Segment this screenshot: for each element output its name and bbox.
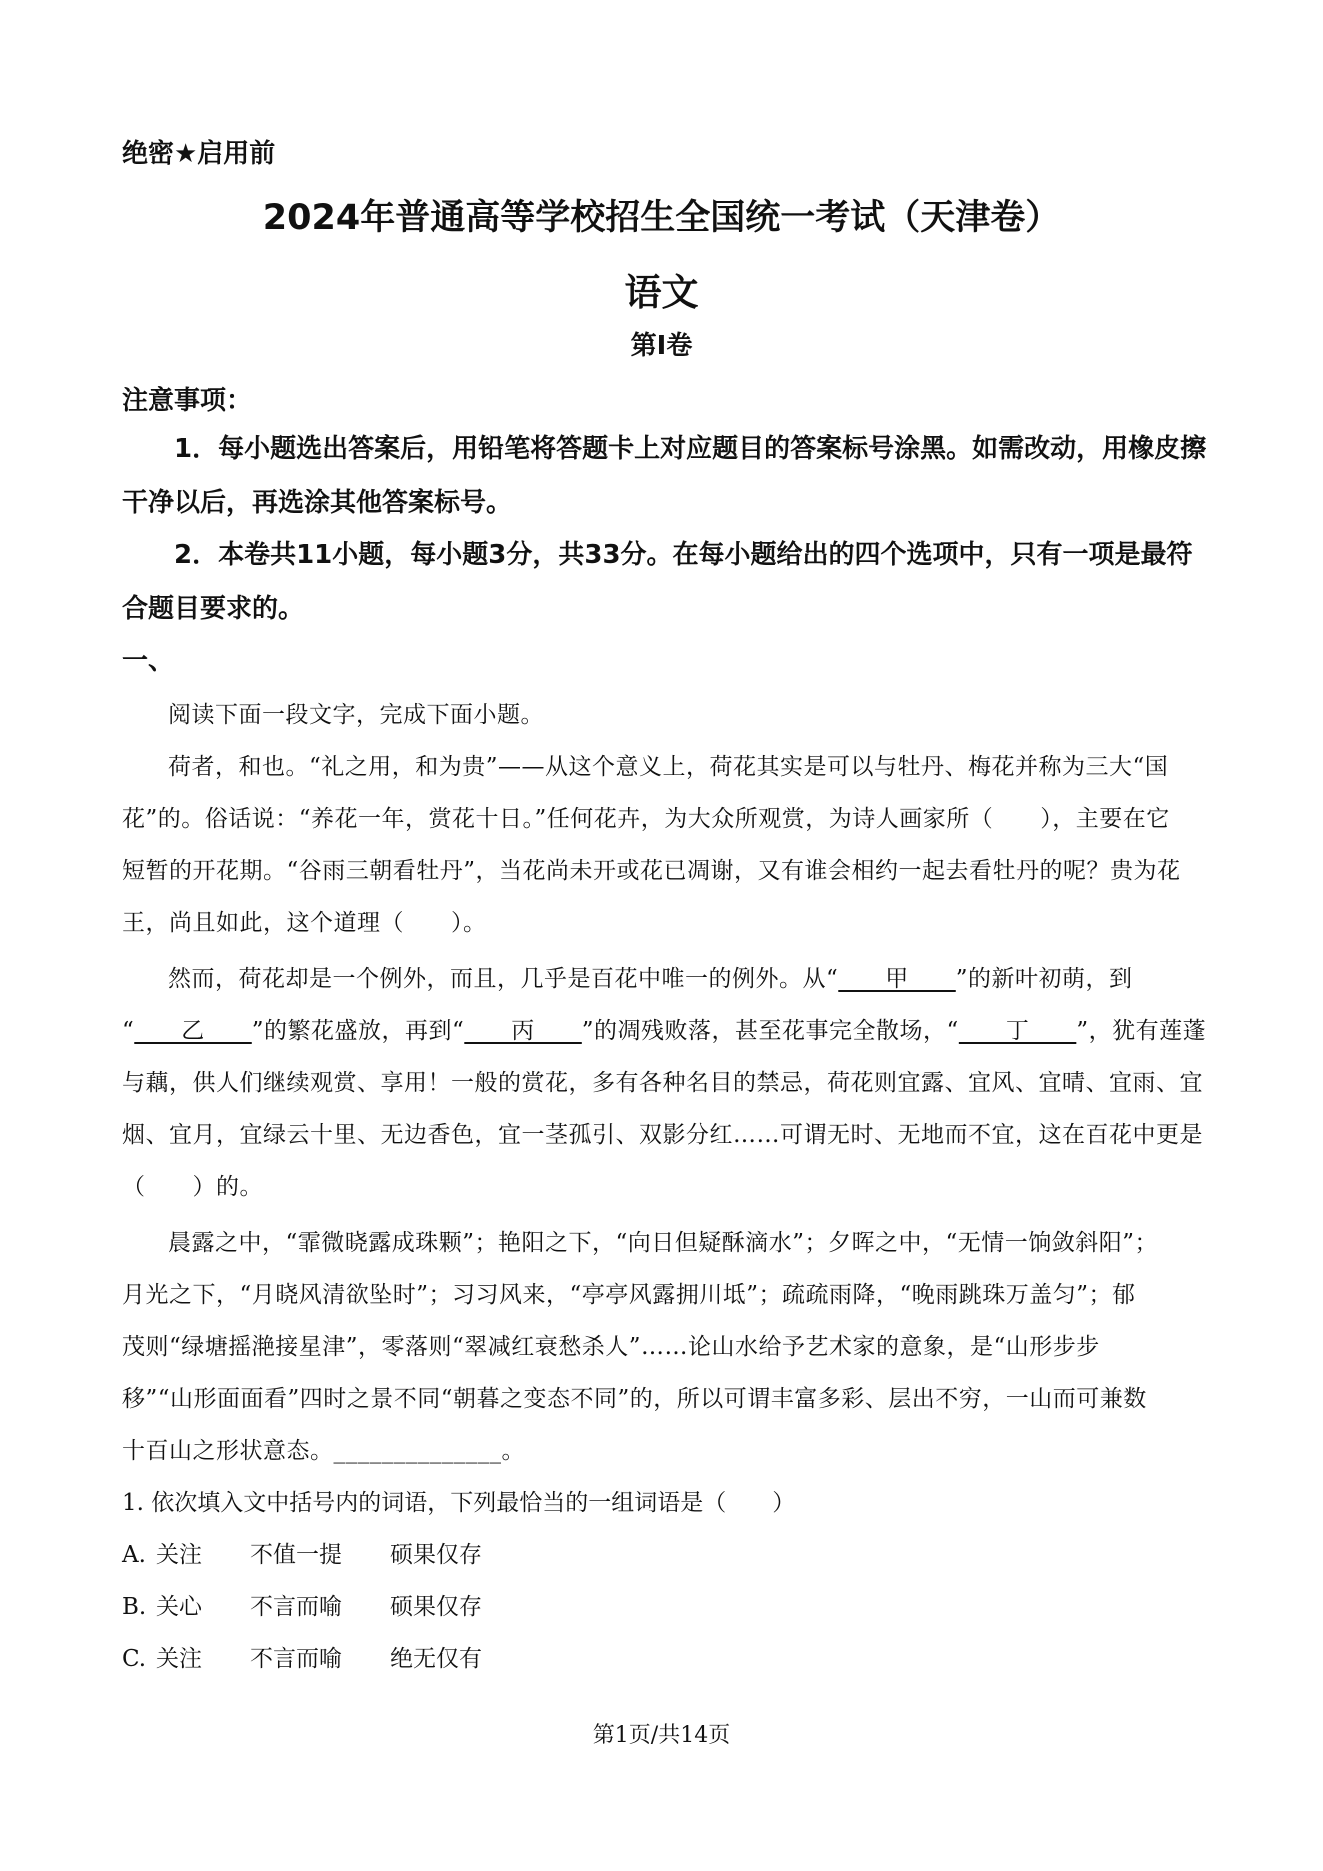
option-word: 硕果仅存 <box>390 1542 482 1568</box>
passage-line: 荷者，和也。“礼之用，和为贵”——从这个意义上，荷花其实是可以与牡丹、梅花并称为三大“国 <box>168 754 1169 780</box>
notice-item-1: 1．每小题选出答案后，用铅笔将答题卡上对应题目的答案标号涂黑。如需改动，用橡皮擦干净以后，再选涂其他答案标号。 <box>122 434 1207 518</box>
passage-text: ”的繁花盛放，再到“ <box>251 1018 465 1044</box>
section-label: 一、 <box>122 646 175 676</box>
passage-line: 月光之下，“月晓风清欲坠时”；习习风来，“亭亭风露拥川坻”；疏疏雨降，“晚雨跳珠万盖匀”；郁 <box>122 1282 1136 1308</box>
question-stem: 1. 依次填入文中括号内的词语，下列最恰当的一组词语是（ ） <box>122 1490 796 1516</box>
passage-text: ”的新叶初萌，到 <box>955 966 1133 992</box>
passage-text: ”的凋残败落，甚至花事完全散场，“ <box>581 1018 959 1044</box>
notice-item-2: 2．本卷共11小题，每小题3分，共33分。在每小题给出的四个选项中，只有一项是最符合题目要求的。 <box>122 540 1193 624</box>
option-word: 硕果仅存 <box>390 1594 482 1620</box>
subject-title: 语文 <box>624 271 699 314</box>
passage-text: ”，犹有莲蓬 <box>1076 1018 1207 1044</box>
blank-yi: 乙 <box>134 1018 252 1044</box>
volume-label: 第Ⅰ卷 <box>630 331 693 361</box>
option-word: 关注 <box>156 1542 202 1568</box>
passage-line <box>168 960 1133 993</box>
passage-line: 移”“山形面面看”四时之景不同“朝暮之变态不同”的，所以可谓丰富多彩、层出不穷，一山而可兼数 <box>122 1386 1147 1412</box>
option-word: 关注 <box>156 1646 202 1672</box>
blank-ding: 丁 <box>958 1018 1077 1044</box>
option-word: 不言而喻 <box>250 1594 342 1620</box>
passage-text: 然而，荷花却是一个例外，而且，几乎是百花中唯一的例外。从“ <box>168 966 839 992</box>
option-letter: C. <box>122 1646 147 1672</box>
option-b <box>122 1588 482 1621</box>
option-word: 绝无仅有 <box>390 1646 482 1672</box>
passage-line: （ ）的。 <box>122 1174 263 1200</box>
option-letter: A. <box>122 1542 146 1568</box>
exam-title: 2024年普通高等学校招生全国统一考试（天津卷） <box>262 198 1061 238</box>
confidential-label: 绝密★启用前 <box>122 139 276 169</box>
reading-instruction: 阅读下面一段文字，完成下面小题。 <box>168 702 544 728</box>
passage-line: 王，尚且如此，这个道理（ ）。 <box>122 910 487 936</box>
passage-line: 茂则“绿塘摇滟接星津”，零落则“翠减红衰愁杀人”……论山水给予艺术家的意象，是“山形步步 <box>122 1334 1100 1360</box>
passage-line: 短暂的开花期。“谷雨三朝看牡丹”，当花尚未开或花已凋谢，又有谁会相约一起去看牡丹的呢？贵为花 <box>122 858 1181 884</box>
option-a <box>122 1536 482 1569</box>
option-letter: B. <box>122 1594 147 1620</box>
passage-line: 与藕，供人们继续观赏、享用！一般的赏花，多有各种名目的禁忌，荷花则宜露、宜风、宜晴、宜雨、宜 <box>122 1070 1203 1096</box>
blank-bing: 丙 <box>464 1018 582 1044</box>
passage-text: “ <box>122 1018 135 1044</box>
passage-line <box>122 1012 1206 1045</box>
page-number: 第1页/共14页 <box>592 1723 731 1748</box>
notice-heading: 注意事项： <box>122 386 253 416</box>
passage-line: 烟、宜月，宜绿云十里、无边香色，宜一茎孤引、双影分红……可谓无时、无地而不宜，这在百花中更是 <box>122 1122 1203 1148</box>
passage-line: 花”的。俗话说：“养花一年，赏花十日。”任何花卉，为大众所观赏，为诗人画家所（ ），主要在它 <box>122 806 1170 832</box>
passage-line: 晨露之中，“霏微晓露成珠颗”；艳阳之下，“向日但疑酥滴水”；夕晖之中，“无情一饷敛斜阳”； <box>168 1230 1159 1256</box>
option-word: 不值一提 <box>250 1542 342 1568</box>
option-word: 不言而喻 <box>250 1646 342 1672</box>
option-word: 关心 <box>156 1594 202 1620</box>
option-c <box>122 1640 482 1673</box>
blank-jia: 甲 <box>838 966 956 992</box>
passage-line: 十百山之形状意态。______________。 <box>122 1438 525 1464</box>
